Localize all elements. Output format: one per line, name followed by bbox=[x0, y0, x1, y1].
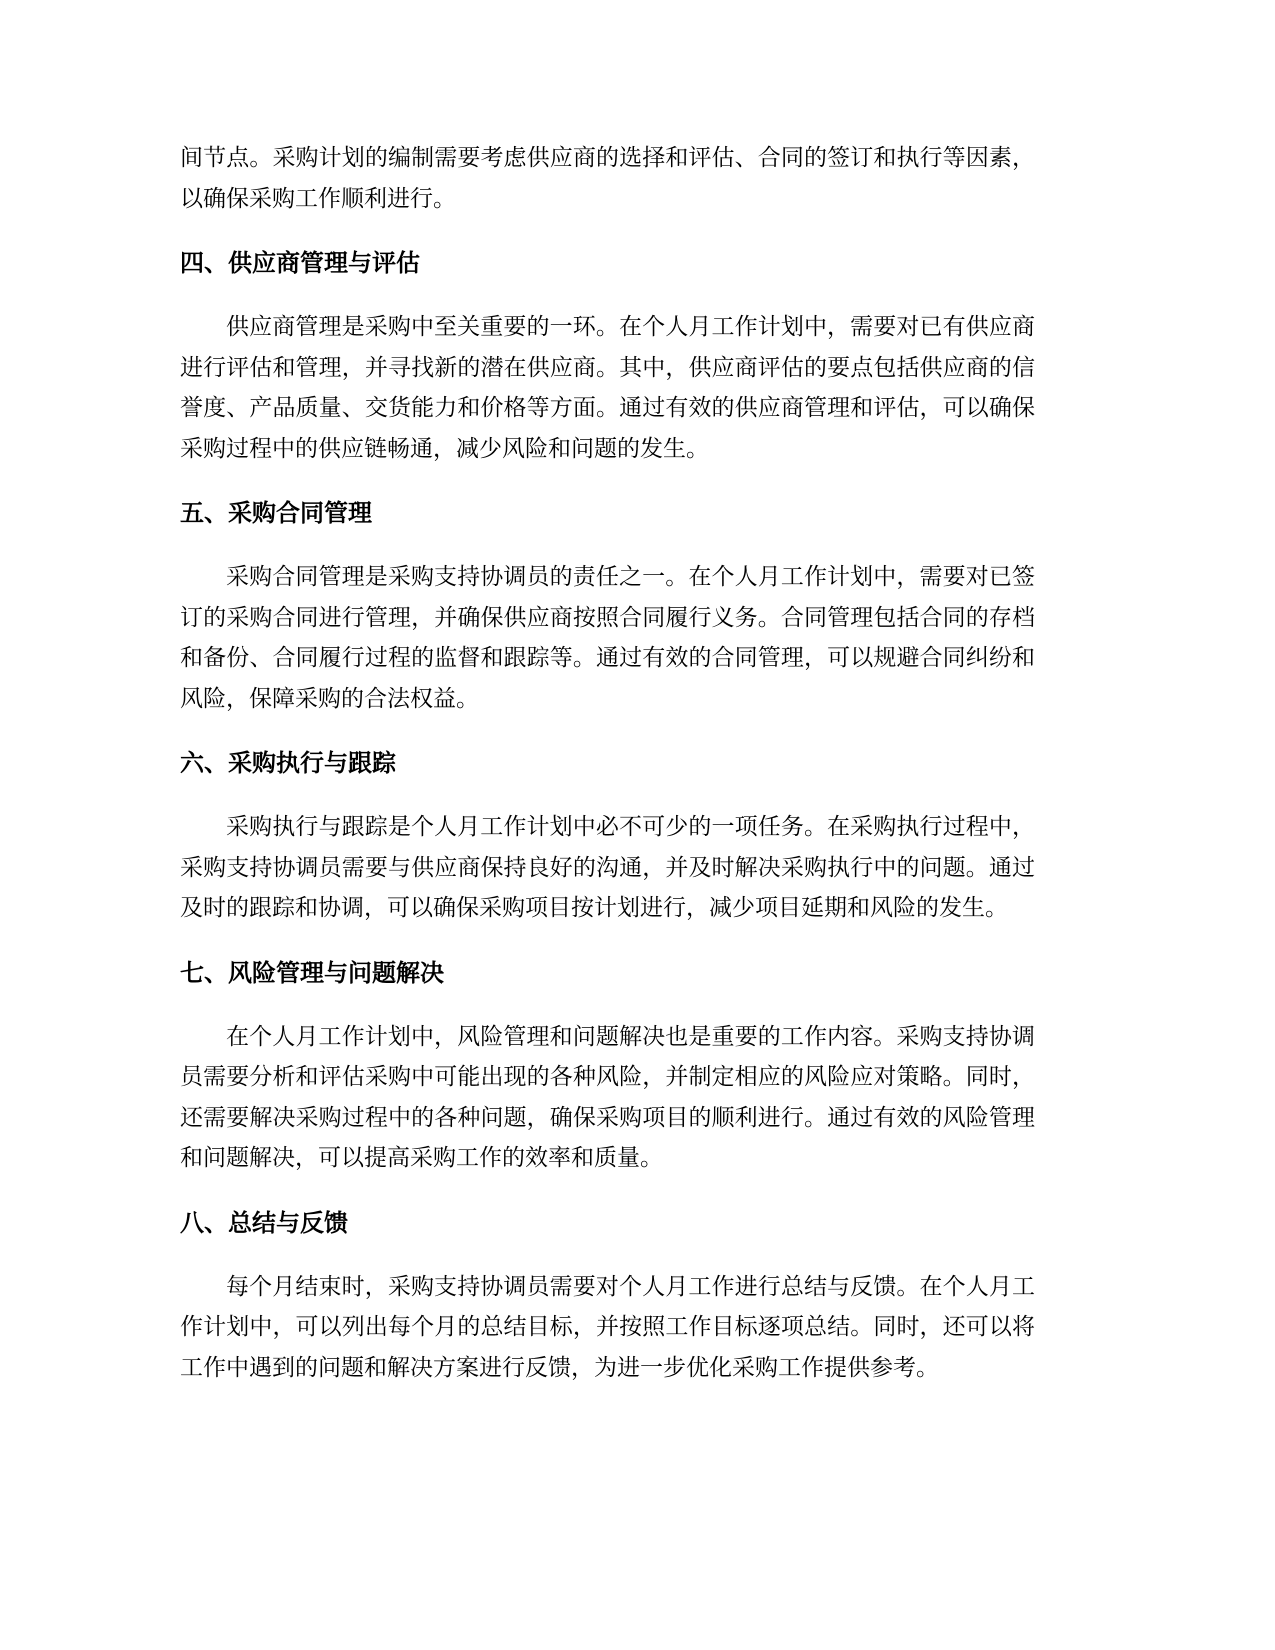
section-body-8: 每个月结束时，采购支持协调员需要对个人月工作进行总结与反馈。在个人月工作计划中，可以列出每个月的总结目标，并按照工作目标逐项总结。同时，还可以将工作中遇到的问题和解决方案进行反馈，为进一步优化采购工作提供参考。 bbox=[180, 1273, 1035, 1381]
section-heading-7: 七、风险管理与问题解决 bbox=[180, 958, 444, 987]
document-page bbox=[180, 138, 1035, 1388]
section-heading-4: 四、供应商管理与评估 bbox=[180, 249, 420, 277]
section-body-5: 采购合同管理是采购支持协调员的责任之一。在个人月工作计划中，需要对已签订的采购合同进行管理，并确保供应商按照合同履行义务。合同管理包括合同的存档和备份、合同履行过程的监督和跟踪等。通过有效的合同管理，可以规避合同纠纷和风险，保障采购的合法权益。 bbox=[180, 564, 1035, 712]
section-body-6: 采购执行与跟踪是个人月工作计划中必不可少的一项任务。在采购执行过程中，采购支持协调员需要与供应商保持良好的沟通，并及时解决采购执行中的问题。通过及时的跟踪和协调，可以确保采购项目按计划进行，减少项目延期和风险的发生。 bbox=[180, 814, 1035, 921]
section-body-4: 供应商管理是采购中至关重要的一环。在个人月工作计划中，需要对已有供应商进行评估和管理，并寻找新的潜在供应商。其中，供应商评估的要点包括供应商的信誉度、产品质量、交货能力和价格等方面。通过有效的供应商管理和评估，可以确保采购过程中的供应链畅通，减少风险和问题的发生。 bbox=[180, 314, 1035, 462]
intro-paragraph: 间节点。采购计划的编制需要考虑供应商的选择和评估、合同的签订和执行等因素，以确保采购工作顺利进行。 bbox=[180, 145, 1035, 212]
section-heading-5: 五、采购合同管理 bbox=[180, 499, 372, 527]
section-heading-6: 六、采购执行与跟踪 bbox=[180, 749, 396, 777]
section-body-7: 在个人月工作计划中，风险管理和问题解决也是重要的工作内容。采购支持协调员需要分析和评估采购中可能出现的各种风险，并制定相应的风险应对策略。同时，还需要解决采购过程中的各种问题，确保采购项目的顺利进行。通过有效的风险管理和问题解决，可以提高采购工作的效率和质量。 bbox=[180, 1023, 1035, 1171]
section-heading-8: 八、总结与反馈 bbox=[180, 1208, 348, 1237]
